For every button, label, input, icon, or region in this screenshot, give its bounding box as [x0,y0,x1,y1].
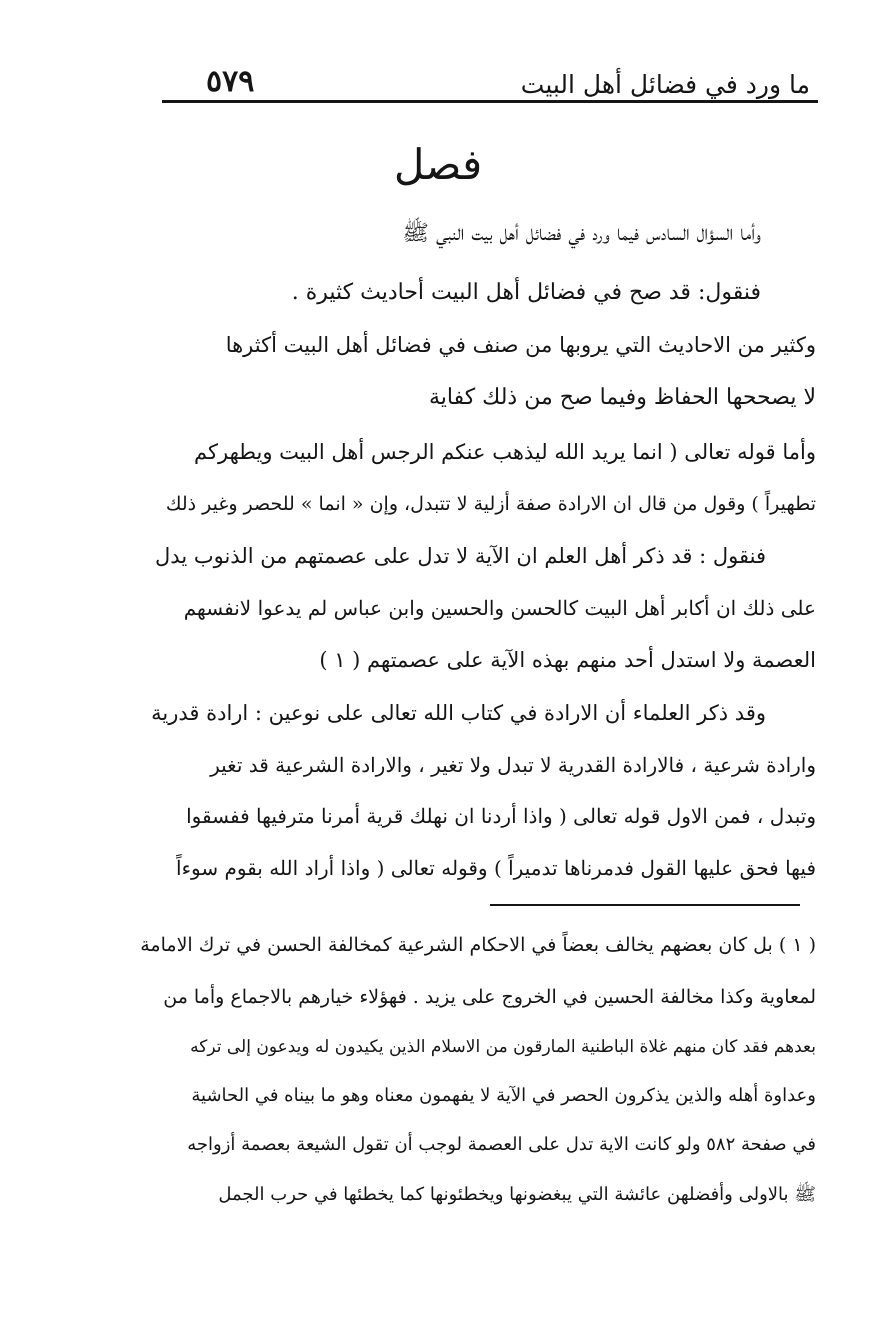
footnote-line: في صفحة ٥٨٢ ولو كانت الاية تدل على العصمة لوجب أن تقول الشيعة بعصمة أزواجه [187,1134,816,1155]
body-line: على ذلك ان أكابر أهل البيت كالحسن والحسين وابن عباس لم يدعوا لانفسهم [183,596,816,620]
footnote-line: لمعاوية وكذا مخالفة الحسين في الخروج على يزيد . فهؤلاء خيارهم بالاجماع وأما من [163,986,816,1008]
page-header [160,60,820,104]
body-line: وقد ذكر العلماء أن الارادة في كتاب الله تعالى على نوعين : ارادة قدرية [151,701,766,725]
footnote-line: ﷺ بالاولى وأفضلهن عائشة التي يبغضونها ويخطئونها كما يخطئها في حرب الجمل [218,1184,816,1205]
body-line: وكثير من الاحاديث التي يروبها من صنف في فضائل أهل البيت أكثرها [225,333,816,357]
section-title: فصل [393,140,483,189]
header-rule [162,100,818,103]
footnote-line: ( ١ ) بل كان بعضهم يخالف بعضاً في الاحكام الشرعية كمخالفة الحسن في ترك الامامة [140,934,816,956]
running-title: ما ورد في فضائل أهل البيت [520,70,810,99]
page-number: ٥٧٩ [206,64,255,99]
footnote-rule [490,904,800,906]
footnote-line: بعدهم فقد كان منهم غلاة الباطنية المارقون من الاسلام الذين يكيدون له ويدعون إلى تركه [190,1037,816,1057]
body-line: وأما السؤال السادس فيما ورد في فضائل أهل بيت النبي ﷺ [402,221,761,246]
body-line: فيها فحق عليها القول فدمرناها تدميراً ) وقوله تعالى ( واذا أراد الله بقوم سوءاً [176,856,816,880]
body-line: فنقول : قد ذكر أهل العلم ان الآية لا تدل على عصمتهم من الذنوب يدل [155,544,766,568]
footnote-line: وعداوة أهله والذين يذكرون الحصر في الآية لا يفهمون معناه وهو ما بيناه في الحاشية [191,1085,816,1106]
body-line: وأما قوله تعالى ( انما يريد الله ليذهب عنكم الرجس أهل البيت ويطهركم [194,440,816,464]
body-line: وتبدل ، فمن الاول قوله تعالى ( واذا أردنا ان نهلك قرية أمرنا مترفيها ففسقوا [186,804,816,828]
body-line: وارادة شرعية ، فالارادة القدرية لا تبدل ولا تغير ، والارادة الشرعية قد تغير [210,753,816,777]
body-line: العصمة ولا استدل أحد منهم بهذه الآية على عصمتهم ( ١ ) [319,648,816,672]
body-line: لا يصححها الحفاظ وفيما صح من ذلك كفاية [428,385,816,410]
body-line: تطهيراً ) وقول من قال ان الارادة صفة أزلية لا تتبدل، وإن « انما » للحصر وغير ذلك [165,493,816,515]
body-line: فنقول: قد صح في فضائل أهل البيت أحاديث كثيرة . [291,280,761,305]
